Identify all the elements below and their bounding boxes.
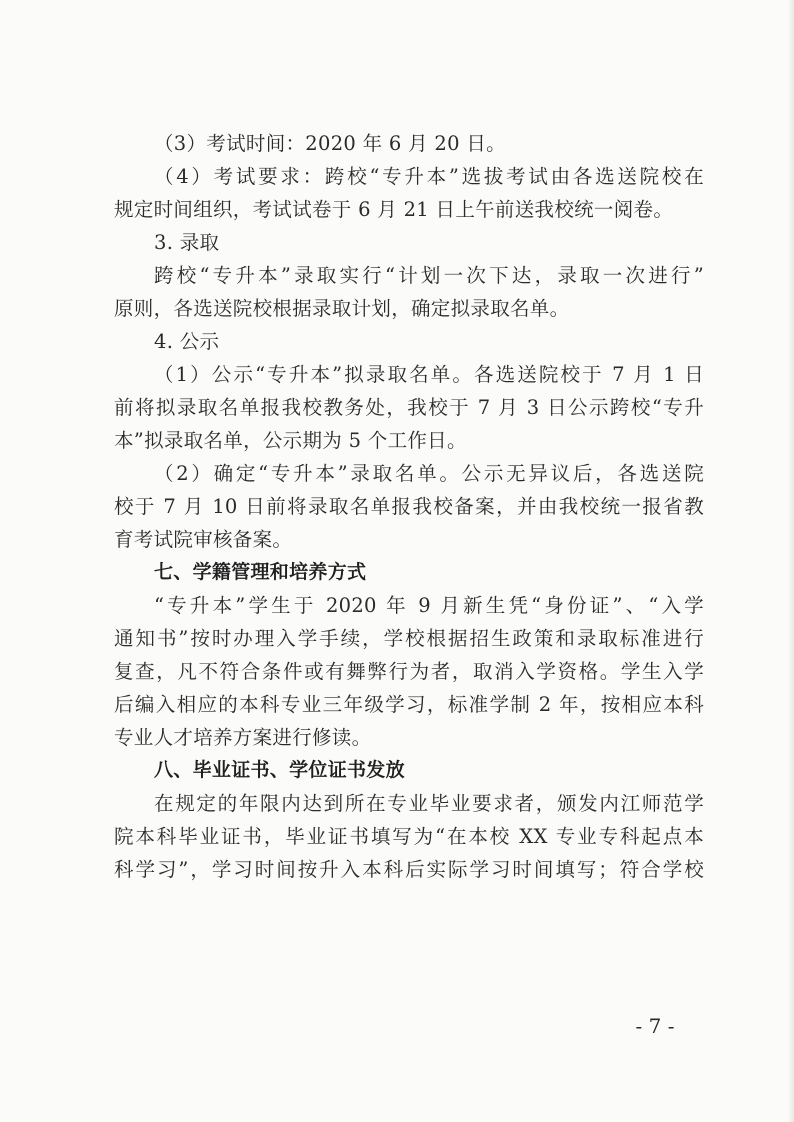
page-number: - 7 - bbox=[635, 1014, 675, 1038]
text-line: 科学习”，学习时间按升入本科后实际学习时间填写；符合学校 bbox=[114, 858, 704, 881]
text-line: 校于 7 月 10 日前将录取名单报我校备案，并由我校统一报省教 bbox=[114, 495, 704, 518]
text-line: 本”拟录取名单，公示期为 5 个工作日。 bbox=[114, 429, 467, 452]
scan-edge-shadow bbox=[788, 0, 794, 1122]
text-line: （2）确定“专升本”录取名单。公示无异议后，各选送院 bbox=[154, 462, 704, 485]
text-line: “专升本”学生于 2020 年 9 月新生凭“身份证”、“入学 bbox=[154, 594, 704, 617]
text-line: 复查，凡不符合条件或有舞弊行为者，取消入学资格。学生入学 bbox=[114, 660, 704, 683]
section-heading: 七、学籍管理和培养方式 bbox=[154, 561, 367, 583]
text-line: 通知书”按时办理入学手续，学校根据招生政策和录取标准进行 bbox=[114, 627, 704, 650]
text-line: 院本科毕业证书，毕业证书填写为“在本校 XX 专业专科起点本 bbox=[114, 825, 704, 848]
text-line: 在规定的年限内达到所在专业毕业要求者，颁发内江师范学 bbox=[154, 792, 704, 815]
text-line: 跨校“专升本”录取实行“计划一次下达，录取一次进行” bbox=[154, 264, 704, 287]
text-line: 规定时间组织，考试试卷于 6 月 21 日上午前送我校统一阅卷。 bbox=[114, 198, 674, 221]
text-line: 原则，各选送院校根据录取计划，确定拟录取名单。 bbox=[114, 297, 570, 320]
text-line: 后编入相应的本科专业三年级学习，标准学制 2 年，按相应本科 bbox=[114, 693, 704, 716]
document-body bbox=[114, 127, 704, 886]
text-line: 3. 录取 bbox=[154, 231, 220, 254]
text-line: 4. 公示 bbox=[154, 330, 220, 353]
text-line: 专业人才培养方案进行修读。 bbox=[114, 726, 372, 749]
text-line: 育考试院审核备案。 bbox=[114, 528, 293, 551]
text-line: 前将拟录取名单报我校教务处，我校于 7 月 3 日公示跨校“专升 bbox=[114, 396, 704, 419]
text-line: （3）考试时间：2020 年 6 月 20 日。 bbox=[154, 132, 506, 155]
text-line: （1）公示“专升本”拟录取名单。各选送院校于 7 月 1 日 bbox=[154, 363, 704, 386]
text-line: （4）考试要求：跨校“专升本”选拔考试由各选送院校在 bbox=[154, 165, 704, 188]
section-heading: 八、毕业证书、学位证书发放 bbox=[154, 759, 405, 781]
